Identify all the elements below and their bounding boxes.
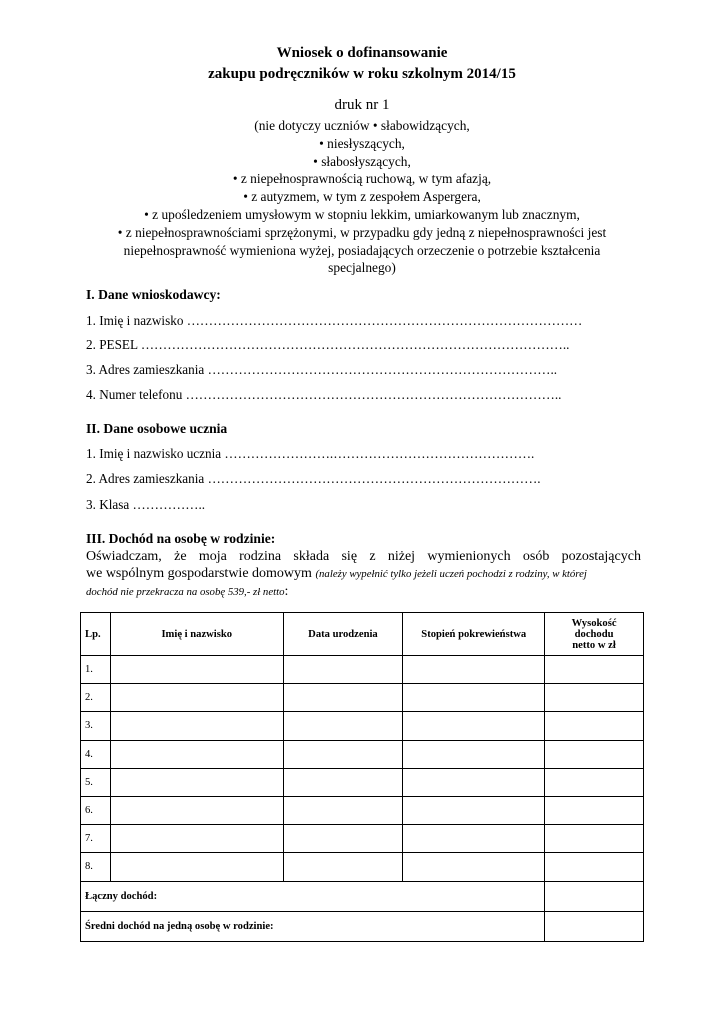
declaration-line2 bbox=[86, 565, 641, 583]
word: się bbox=[341, 549, 358, 564]
declaration-text bbox=[86, 548, 641, 601]
note-line: • z niepełnosprawnościami sprzężonymi, w przypadku gdy jedną z niepełnosprawności jest bbox=[117, 224, 607, 240]
declaration-line3 bbox=[86, 583, 641, 601]
table-row bbox=[81, 684, 644, 712]
section-income-heading: III. Dochód na osobę w rodzinie: bbox=[86, 531, 276, 546]
name-cell[interactable] bbox=[110, 656, 283, 684]
word: wymienionych bbox=[427, 549, 511, 564]
row-number: 4. bbox=[81, 740, 111, 768]
birth-date-cell[interactable] bbox=[283, 740, 403, 768]
header-birth-date: Data urodzenia bbox=[283, 613, 403, 656]
row-number: 1. bbox=[81, 656, 111, 684]
note-line: • słabosłyszących, bbox=[313, 153, 411, 169]
word: niżej bbox=[387, 549, 416, 564]
declaration-line2-italic: (należy wypełnić tylko jeżeli uczeń pochodzi z rodziny, w której bbox=[315, 568, 587, 580]
word: osób bbox=[522, 549, 550, 564]
average-income-row bbox=[81, 911, 644, 941]
relation-cell[interactable] bbox=[403, 712, 545, 740]
income-cell[interactable] bbox=[545, 684, 644, 712]
header-name: Imię i nazwisko bbox=[110, 613, 283, 656]
word: rodzina bbox=[239, 549, 282, 564]
row-number: 2. bbox=[81, 684, 111, 712]
relation-cell[interactable] bbox=[403, 796, 545, 824]
declaration-line2-normal: we wspólnym gospodarstwie domowym bbox=[86, 566, 312, 581]
declaration-line3-end: : bbox=[284, 584, 289, 599]
total-income-label: Łączny dochód: bbox=[81, 881, 545, 911]
word: że bbox=[174, 549, 187, 564]
name-cell[interactable] bbox=[110, 684, 283, 712]
note-line: • z upośledzeniem umysłowym w stopniu lekkim, umiarkowanym lub znacznym, bbox=[144, 206, 580, 222]
table-header-row bbox=[81, 613, 644, 656]
word: pozostających bbox=[561, 549, 641, 564]
name-cell[interactable] bbox=[110, 853, 283, 881]
word: składa bbox=[293, 549, 330, 564]
birth-date-cell[interactable] bbox=[283, 656, 403, 684]
income-cell[interactable] bbox=[545, 796, 644, 824]
row-number: 8. bbox=[81, 853, 111, 881]
header-income bbox=[545, 613, 644, 656]
applicant-pesel-field[interactable]: 2. PESEL …………………………………………………………………………………….. bbox=[86, 337, 570, 352]
relation-cell[interactable] bbox=[403, 684, 545, 712]
income-cell[interactable] bbox=[545, 712, 644, 740]
relation-cell[interactable] bbox=[403, 656, 545, 684]
name-cell[interactable] bbox=[110, 796, 283, 824]
declaration-line3-italic: dochód nie przekracza na osobę 539,- zł netto bbox=[86, 586, 285, 598]
table-row bbox=[81, 740, 644, 768]
note-line: specjalnego) bbox=[328, 260, 396, 276]
word: z bbox=[369, 549, 376, 564]
note-line: • z autyzmem, w tym z zespołem Aspergera, bbox=[243, 189, 481, 205]
birth-date-cell[interactable] bbox=[283, 853, 403, 881]
table-row bbox=[81, 825, 644, 853]
table-row bbox=[81, 712, 644, 740]
relation-cell[interactable] bbox=[403, 768, 545, 796]
relation-cell[interactable] bbox=[403, 853, 545, 881]
average-income-cell[interactable] bbox=[545, 911, 644, 941]
name-cell[interactable] bbox=[110, 825, 283, 853]
declaration-line1 bbox=[86, 548, 641, 565]
relation-cell[interactable] bbox=[403, 740, 545, 768]
name-cell[interactable] bbox=[110, 740, 283, 768]
note-line: (nie dotyczy uczniów • słabowidzących, bbox=[254, 118, 470, 133]
row-number: 6. bbox=[81, 796, 111, 824]
row-number: 5. bbox=[81, 768, 111, 796]
birth-date-cell[interactable] bbox=[283, 825, 403, 853]
form-number: druk nr 1 bbox=[334, 97, 390, 113]
section-applicant-heading: I. Dane wnioskodawcy: bbox=[86, 287, 221, 302]
table-row bbox=[81, 796, 644, 824]
average-income-label: Średni dochód na jedną osobę w rodzinie: bbox=[81, 911, 545, 941]
birth-date-cell[interactable] bbox=[283, 712, 403, 740]
word: moja bbox=[198, 549, 227, 564]
section-student-heading: II. Dane osobowe ucznia bbox=[86, 421, 228, 436]
note-line: niepełnosprawność wymieniona wyżej, posiadających orzeczenie o potrzebie kształcenia bbox=[123, 242, 601, 258]
form-title-line1: Wniosek o dofinansowanie bbox=[276, 45, 448, 61]
birth-date-cell[interactable] bbox=[283, 796, 403, 824]
name-cell[interactable] bbox=[110, 768, 283, 796]
birth-date-cell[interactable] bbox=[283, 768, 403, 796]
row-number: 7. bbox=[81, 825, 111, 853]
household-income-table bbox=[80, 612, 644, 942]
header-income-line: netto w zł bbox=[572, 639, 616, 651]
header-relation: Stopień pokrewieństwa bbox=[403, 613, 545, 656]
form-title-line2: zakupu podręczników w roku szkolnym 2014/15 bbox=[208, 66, 516, 82]
income-cell[interactable] bbox=[545, 853, 644, 881]
row-number: 3. bbox=[81, 712, 111, 740]
word: Oświadczam, bbox=[86, 549, 162, 564]
header-income-line: dochodu bbox=[574, 628, 614, 640]
income-cell[interactable] bbox=[545, 656, 644, 684]
income-cell[interactable] bbox=[545, 825, 644, 853]
applicant-phone-field[interactable]: 4. Numer telefonu ………………………………………………………………………….. bbox=[86, 387, 562, 402]
student-class-field[interactable]: 3. Klasa …………….. bbox=[86, 497, 206, 512]
total-income-cell[interactable] bbox=[545, 881, 644, 911]
table-row bbox=[81, 768, 644, 796]
applicant-name-field[interactable]: 1. Imię i nazwisko ……………………………………………………………………………… bbox=[86, 313, 583, 328]
income-cell[interactable] bbox=[545, 768, 644, 796]
note-line: • z niepełnosprawnością ruchową, w tym afazją, bbox=[232, 171, 492, 187]
header-lp: Lp. bbox=[81, 613, 111, 656]
total-income-row bbox=[81, 881, 644, 911]
birth-date-cell[interactable] bbox=[283, 684, 403, 712]
applicant-address-field[interactable]: 3. Adres zamieszkania …………………………………………………………………….. bbox=[86, 362, 558, 377]
relation-cell[interactable] bbox=[403, 825, 545, 853]
table-row bbox=[81, 853, 644, 881]
student-address-field[interactable]: 2. Adres zamieszkania …………………………………………………………………. bbox=[86, 471, 541, 486]
exclusion-note bbox=[80, 117, 644, 277]
table-row bbox=[81, 656, 644, 684]
header-income-line: Wysokość bbox=[571, 617, 617, 629]
income-cell[interactable] bbox=[545, 740, 644, 768]
note-line: • niesłyszących, bbox=[319, 135, 405, 151]
name-cell[interactable] bbox=[110, 712, 283, 740]
student-name-field[interactable]: 1. Imię i nazwisko ucznia …………………….………………………………………. bbox=[86, 446, 535, 461]
